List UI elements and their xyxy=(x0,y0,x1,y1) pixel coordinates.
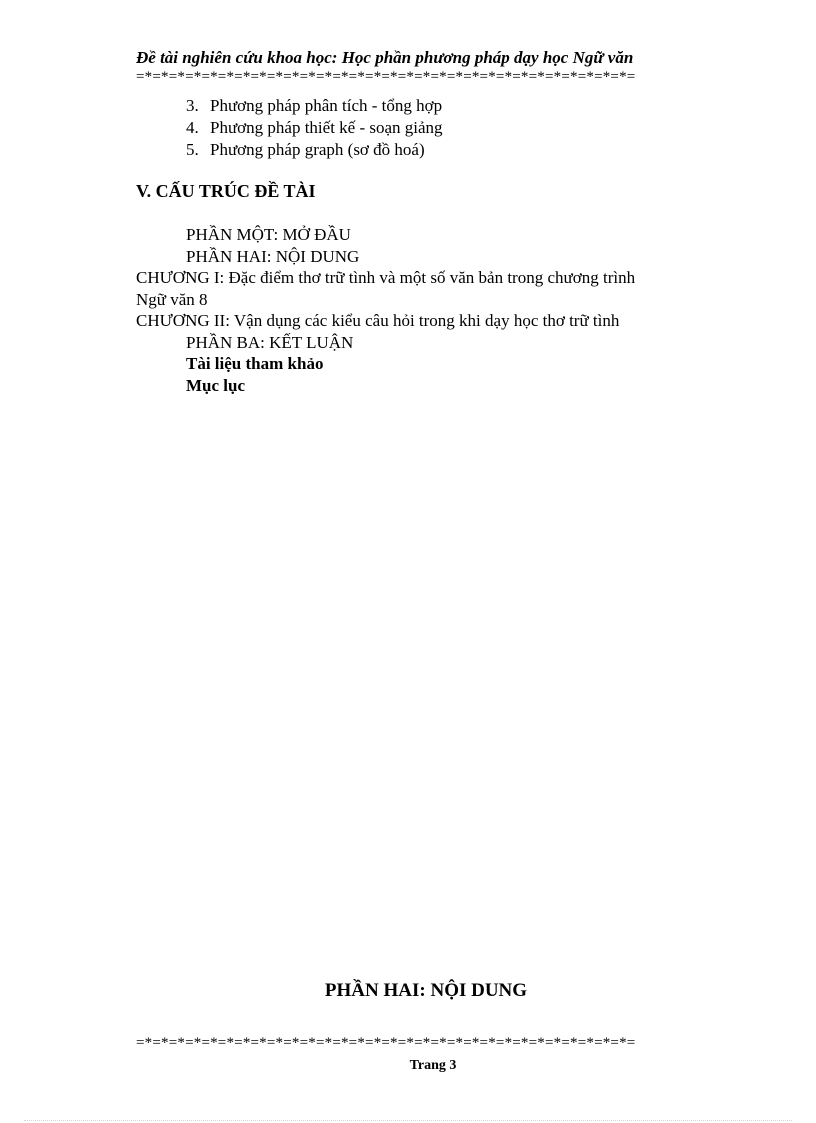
outline-chapter-one-continued: Ngữ văn 8 xyxy=(136,289,208,309)
list-item xyxy=(186,139,443,161)
outline-part-two: PHẦN HAI: NỘI DUNG xyxy=(186,246,360,266)
footer-decorative-rule: =*=*=*=*=*=*=*=*=*=*=*=*=*=*=*=*=*=*=*=*=*=*=*=*=*=*=*=*=*=*= xyxy=(136,1036,636,1051)
list-item-text: Phương pháp phân tích - tổng hợp xyxy=(210,96,443,115)
list-item xyxy=(186,95,443,117)
list-item-number: 3. xyxy=(186,96,199,115)
list-item xyxy=(186,117,443,139)
research-methods-list xyxy=(186,95,443,161)
list-item-number: 4. xyxy=(186,118,199,137)
list-item-text: Phương pháp graph (sơ đồ hoá) xyxy=(210,140,425,159)
outline-chapter-two: CHƯƠNG II: Vận dụng các kiểu câu hỏi trong khi dạy học thơ trữ tình xyxy=(136,311,620,330)
list-item-text: Phương pháp thiết kế - soạn giảng xyxy=(210,118,443,137)
part-two-heading: PHẦN HAI: NỘI DUNG xyxy=(324,980,528,1001)
page-bottom-edge xyxy=(24,1120,792,1121)
outline-references: Tài liệu tham khảo xyxy=(186,354,324,373)
outline-contents: Mục lục xyxy=(186,375,246,395)
outline-part-one: PHẦN MỘT: MỞ ĐẦU xyxy=(186,225,351,244)
thesis-structure-outline xyxy=(136,224,716,396)
running-header-title: Đề tài nghiên cứu khoa học: Học phần phương pháp dạy học Ngữ văn xyxy=(136,48,634,67)
section-heading-structure: V. CẤU TRÚC ĐỀ TÀI xyxy=(136,181,316,201)
outline-part-three: PHẦN BA: KẾT LUẬN xyxy=(186,332,354,352)
list-item-number: 5. xyxy=(186,140,199,159)
page-number: Trang 3 xyxy=(409,1058,457,1073)
outline-chapter-one: CHƯƠNG I: Đặc điểm thơ trữ tình và một số văn bản trong chương trình xyxy=(136,268,636,287)
header-decorative-rule: =*=*=*=*=*=*=*=*=*=*=*=*=*=*=*=*=*=*=*=*=*=*=*=*=*=*=*=*=*=*= xyxy=(136,70,636,85)
